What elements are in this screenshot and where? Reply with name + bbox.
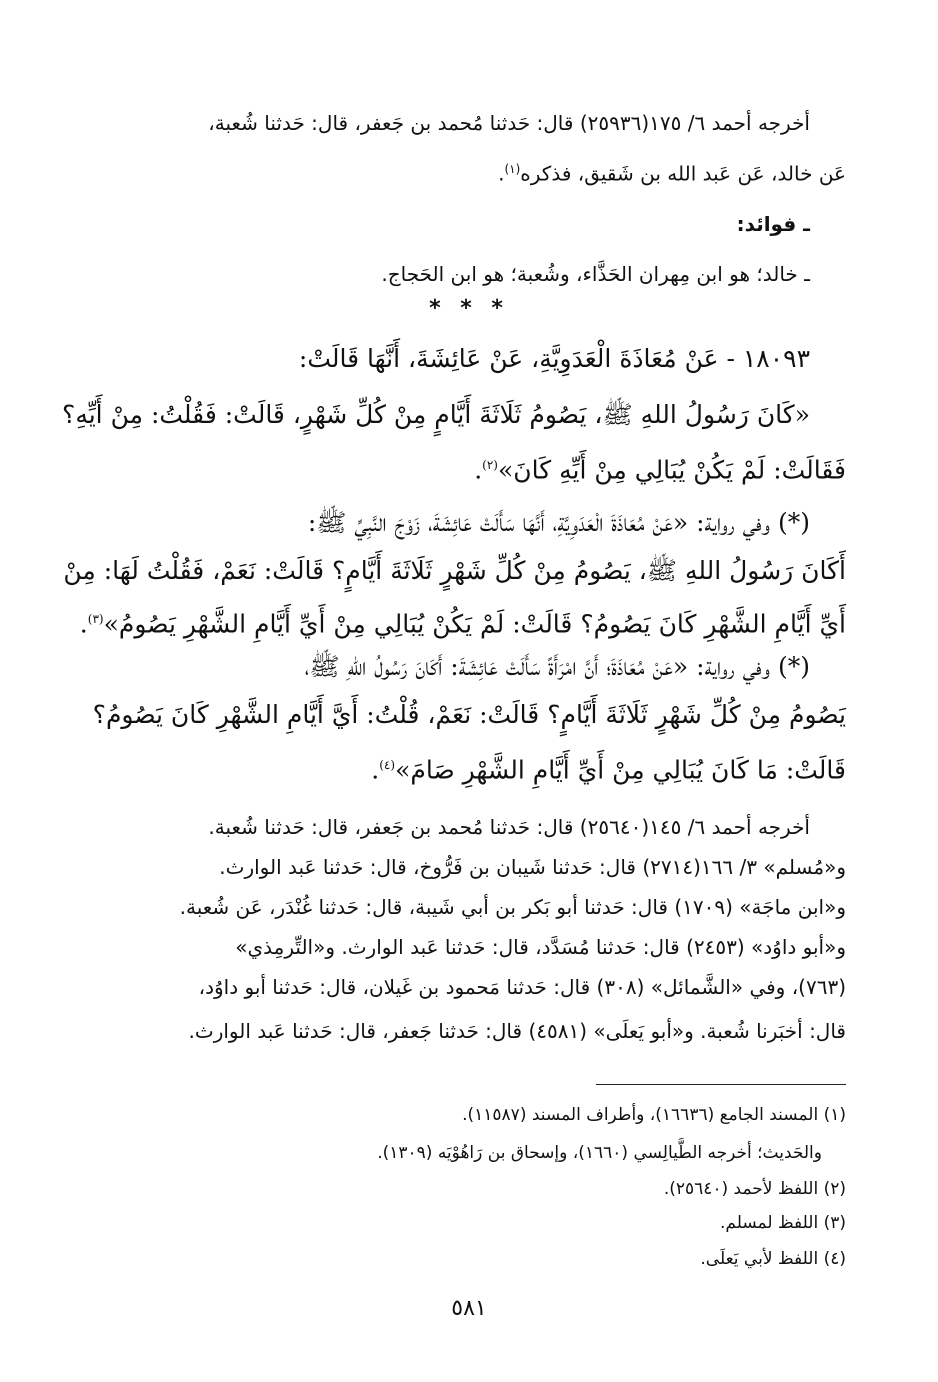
riwaya-2-line-1-text: (*) وفي رواية: «عَنْ مُعَاذَةَ؛ أَنَّ امْرَأَةً سَأَلَتْ عَائِشَةَ: أَكَانَ رَسُولُ اللهِ ﷺ، xyxy=(304,652,810,681)
riwaya-2-line-1 xyxy=(86,644,846,690)
footnote-item xyxy=(86,1244,846,1274)
fawaid-line-text: ـ خالد؛ هو ابن مِهران الحَذَّاء، وشُعبة؛ هو ابن الحَجاج. xyxy=(381,262,810,286)
takhrij-line xyxy=(86,928,846,966)
takhrij-top-line-1 xyxy=(86,104,846,142)
hadith-number-line xyxy=(86,336,846,382)
takhrij-line xyxy=(86,888,846,926)
footnote-item xyxy=(86,1138,846,1168)
takhrij-line-text: و«أبو داوُد» (٢٤٥٣) قال: حَدثنا مُسَدَّد، قال: حَدثنا عَبد الوارث. و«التِّرمِذي» xyxy=(235,935,846,959)
takhrij-top-text-2: عَن خالد، عَن عَبد الله بن شَقيق، فذكره xyxy=(520,161,846,186)
footnote-ref-2: (٢) xyxy=(482,458,498,472)
hadith-line-2 xyxy=(86,442,846,493)
fawaid-heading xyxy=(86,205,846,243)
riwaya-2-line-3-text: قَالَتْ: مَا كَانَ يُبَالِي مِنْ أَيِّ أَيَّامِ الشَّهْرِ صَامَ» xyxy=(395,755,846,785)
footnote-divider xyxy=(596,1084,846,1085)
riwaya-1-line-3 xyxy=(79,596,846,647)
hadith-line-2-text: فَقَالَتْ: لَمْ يَكُنْ يُبَالِي مِنْ أَيِّهِ كَانَ» xyxy=(497,455,846,485)
footnote-item xyxy=(86,1174,846,1204)
takhrij-line xyxy=(86,968,846,1006)
hadith-line-2-end: . xyxy=(474,455,483,485)
takhrij-line xyxy=(86,808,846,846)
riwaya-1-line-1-text: (*) وفي رواية: «عَنْ مُعَاذَةَ الْعَدَوِيَّةِ، أَنَّهَا سَأَلَتْ عَائِشَةَ، زَوْجَ النَّبِيِّ ﷺ: xyxy=(307,508,810,537)
riwaya-1-line-3-end: . xyxy=(79,609,88,639)
riwaya-2-line-2 xyxy=(86,692,846,738)
takhrij-line-text: قال: أخبَرنا شُعبة. و«أبو يَعلَى» (٤٥٨١) قال: حَدثنا جَعفر، قال: حَدثنا عَبد الوارث. xyxy=(188,1019,846,1043)
takhrij-top-line-2 xyxy=(86,150,846,193)
riwaya-2-line-3-end: . xyxy=(371,755,380,785)
riwaya-1-line-3-text: أَيِّ أَيَّامِ الشَّهْرِ كَانَ يَصُومُ؟ قَالَتْ: لَمْ يَكُنْ يُبَالِي مِنْ أَيِّ أَيَّامِ الشَّهْرِ يَصُومُ» xyxy=(103,609,846,639)
hadith-line-1-text: «كَانَ رَسُولُ اللهِ ﷺ، يَصُومُ ثَلَاثَةَ أَيَّامٍ مِنْ كُلِّ شَهْرٍ، قَالَتْ: فَقُلْتُ: مِنْ أَيِّهِ؟ xyxy=(62,400,810,429)
footnote-item xyxy=(86,1208,846,1238)
section-separator: * * * xyxy=(429,296,509,321)
takhrij-line xyxy=(86,1012,846,1050)
takhrij-line-text: و«مُسلم» ٣/ ١٦٦(٢٧١٤) قال: حَدثنا شَيبان بن فَرُّوخ، قال: حَدثنا عَبد الوارث. xyxy=(219,855,846,879)
riwaya-1-line-2 xyxy=(63,548,846,594)
footnote-text: (١) المسند الجامع (١٦٦٣٦)، وأطراف المسند (١١٥٨٧). xyxy=(462,1105,846,1125)
takhrij-top-end: . xyxy=(498,161,505,186)
footnote-text: والحَديث؛ أخرجه الطَّيالِسي (١٦٦٠)، وإسحاق بن رَاهُوْيَه (١٣٠٩). xyxy=(377,1143,822,1163)
footnote-ref-1: (١) xyxy=(504,162,521,176)
footnote-ref-4: (٤) xyxy=(379,758,396,772)
footnote-item xyxy=(86,1100,846,1130)
page-number: ٥٨١ xyxy=(451,1296,487,1321)
takhrij-line-text: (٧٦٣)، وفي «الشَّمائل» (٣٠٨) قال: حَدثنا مَحمود بن غَيلان، قال: حَدثنا أبو داوُد، xyxy=(198,975,846,999)
footnote-text: (٢) اللفظ لأحمد (٢٥٦٤٠). xyxy=(663,1179,846,1199)
riwaya-1-line-1 xyxy=(86,500,846,546)
riwaya-1-line-2-text: أَكَانَ رَسُولُ اللهِ ﷺ، يَصُومُ مِنْ كُلِّ شَهْرٍ ثَلَاثَةَ أَيَّامٍ؟ قَالَتْ: نَعَمْ، فَقُلْتُ لَهَا: مِنْ xyxy=(63,556,846,585)
hadith-number-text: ١٨٠٩٣ - عَنْ مُعَاذَةَ الْعَدَوِيَّةِ، عَنْ عَائِشَةَ، أَنَّهَا قَالَتْ: xyxy=(298,344,810,373)
footnote-text: (٤) اللفظ لأبي يَعلَى. xyxy=(700,1249,846,1269)
takhrij-line-text: و«ابن ماجَة» (١٧٠٩) قال: حَدثنا أبو بَكر بن أبي شَيبة، قال: حَدثنا غُنْدَر، عَن شُعبة. xyxy=(179,895,846,919)
footnote-text: (٣) اللفظ لمسلم. xyxy=(719,1213,846,1233)
riwaya-2-line-3 xyxy=(86,742,846,793)
fawaid-heading-text: ـ فوائد: xyxy=(736,212,810,236)
takhrij-line xyxy=(86,848,846,886)
riwaya-2-line-2-text: يَصُومُ مِنْ كُلِّ شَهْرٍ ثَلَاثَةَ أَيَّامٍ؟ قَالَتْ: نَعَمْ، قُلْتُ: أَيَّ أَيَّامِ الشَّهْرِ كَانَ يَصُومُ؟ xyxy=(92,700,846,729)
footnote-ref-3: (٣) xyxy=(87,612,104,626)
fawaid-line xyxy=(86,255,846,293)
takhrij-line-text: أخرجه أحمد ٦/ ١٤٥(٢٥٦٤٠) قال: حَدثنا مُحمد بن جَعفر، قال: حَدثنا شُعبة. xyxy=(208,815,810,839)
takhrij-top-text-1: أخرجه أحمد ٦/ ١٧٥(٢٥٩٣٦) قال: حَدثنا مُحمد بن جَعفر، قال: حَدثنا شُعبة، xyxy=(208,111,810,135)
hadith-line-1 xyxy=(62,392,846,438)
